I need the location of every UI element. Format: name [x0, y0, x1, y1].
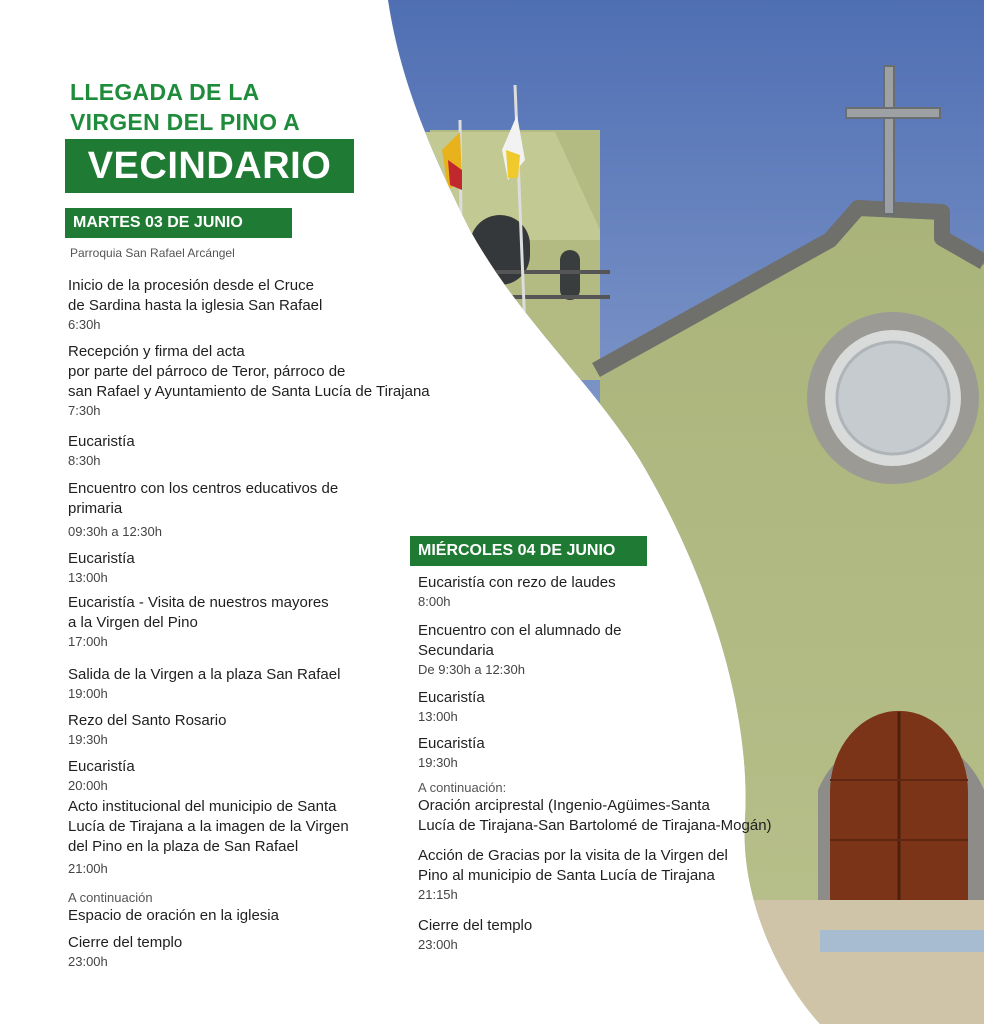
event-text: Cierre del templo — [418, 917, 533, 934]
day1-event — [68, 711, 226, 749]
event-time: 8:30h — [68, 453, 101, 468]
event-text: Salida de la Virgen a la plaza San Rafael — [68, 666, 341, 683]
day2-label: MIÉRCOLES 04 DE JUNIO — [418, 542, 616, 559]
day1-event — [68, 797, 349, 878]
event-text: Inicio de la procesión desde el Cruce de Sardina hasta la iglesia San Rafael — [68, 277, 323, 314]
day1-event — [68, 665, 340, 703]
event-note: A continuación: — [418, 780, 507, 795]
title-line-1: LLEGADA DE LA — [70, 79, 260, 105]
title-line-2: VIRGEN DEL PINO A — [70, 109, 301, 135]
day1-event — [68, 757, 135, 795]
event-time: 21:00h — [68, 861, 108, 876]
event-time: 19:00h — [68, 686, 108, 701]
event-time: 23:00h — [418, 937, 458, 952]
event-time: 6:30h — [68, 317, 101, 332]
day1-event — [68, 276, 322, 334]
day1-badge — [65, 208, 292, 238]
title-highlight: VECINDARIO — [87, 144, 332, 187]
event-text: Encuentro con el alumnado de Secundaria — [418, 622, 622, 659]
event-time: 13:00h — [418, 709, 458, 724]
day2-event — [418, 573, 616, 611]
day2-event — [418, 734, 485, 772]
day1-event — [68, 549, 135, 587]
event-text: Eucaristía — [418, 689, 485, 706]
day2-event — [418, 621, 621, 679]
event-note: A continuación — [68, 890, 153, 905]
event-time: 21:15h — [418, 887, 458, 902]
event-time: 19:30h — [418, 755, 458, 770]
title-highlight-box — [65, 139, 354, 193]
event-text: Encuentro con los centros educativos de primaria — [68, 480, 339, 517]
day1-event — [68, 342, 430, 420]
event-time: 17:00h — [68, 634, 108, 649]
event-text: Acto institucional del municipio de Santa Lucía de Tirajana a la imagen de la Virgen del Pino en la plaza de San Rafael — [68, 798, 349, 855]
event-time: De 9:30h a 12:30h — [418, 662, 525, 677]
event-text: Eucaristía — [68, 758, 135, 775]
day1-event — [68, 889, 279, 926]
event-text: Eucaristía — [68, 550, 135, 567]
event-time: 13:00h — [68, 570, 108, 585]
event-time: 7:30h — [68, 403, 101, 418]
event-text: Recepción y firma del acta por parte del párroco de Teror, párroco de san Rafael y Ayuntamiento de Santa Lucía de Tirajana — [68, 343, 430, 400]
day2-event — [418, 916, 532, 954]
day1-label: MARTES 03 DE JUNIO — [73, 214, 243, 231]
event-text: Eucaristía - Visita de nuestros mayores a la Virgen del Pino — [68, 594, 329, 631]
event-text: Eucaristía — [418, 735, 485, 752]
event-text: Eucaristía — [68, 433, 135, 450]
day2-event — [418, 779, 772, 836]
event-time: 19:30h — [68, 732, 108, 747]
event-text: Acción de Gracias por la visita de la Virgen del Pino al municipio de Santa Lucía de Tirajana — [418, 847, 728, 884]
parish-name: Parroquia San Rafael Arcángel — [70, 246, 235, 260]
day2-badge — [410, 536, 647, 566]
event-time: 23:00h — [68, 954, 108, 969]
event-time: 09:30h a 12:30h — [68, 524, 162, 539]
event-time: 20:00h — [68, 778, 108, 793]
event-text: Cierre del templo — [68, 934, 183, 951]
day1-event — [68, 593, 329, 651]
event-text: Espacio de oración en la iglesia — [68, 907, 279, 924]
event-text: Rezo del Santo Rosario — [68, 712, 227, 729]
event-text: Eucaristía con rezo de laudes — [418, 574, 616, 591]
day1-event — [68, 432, 135, 470]
day2-event — [418, 688, 485, 726]
event-text: Oración arciprestal (Ingenio-Agüimes-Santa Lucía de Tirajana-San Bartolomé de Tirajana-Mogán) — [418, 797, 772, 834]
day1-event — [68, 479, 338, 541]
day2-event — [418, 846, 728, 904]
day1-event — [68, 933, 182, 971]
event-time: 8:00h — [418, 594, 451, 609]
